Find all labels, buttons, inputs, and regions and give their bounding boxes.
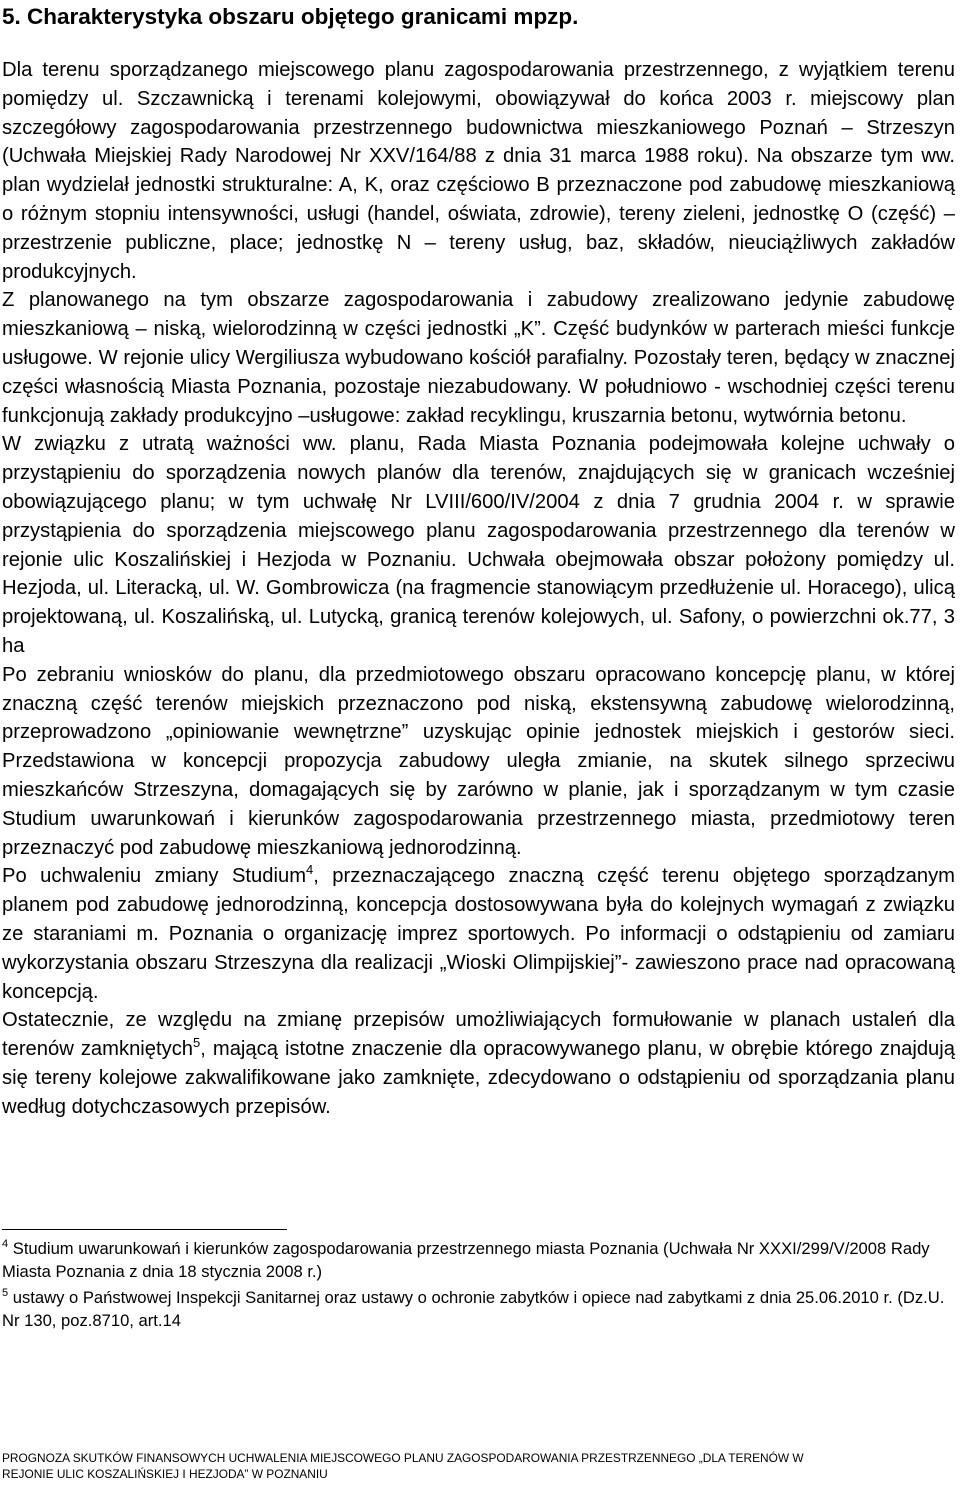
footnote-5 <box>2 1286 955 1333</box>
document-body <box>2 56 955 1121</box>
running-footer-line: REJONIE ULIC KOSZALIŃSKIEJ I HEZJODA” W POZNANIU <box>2 1466 328 1481</box>
footnotes <box>2 1237 955 1335</box>
running-footer-line: PROGNOZA SKUTKÓW FINANSOWYCH UCHWALENIA MIEJSCOWEGO PLANU ZAGOSPODAROWANIA PRZESTRZENNEGO „DLA TERENÓW W <box>2 1451 804 1465</box>
footnote-text: Studium uwarunkowań i kierunków zagospodarowania przestrzennego miasta Poznania (Uchwała Nr XXXI/299/V/2008 Rady Miasta Poznania z dnia 18 stycznia 2008 r.) <box>2 1239 930 1282</box>
paragraph-final-decision-text-start: Ostatecznie, ze względu na zmianę przepisów umożliwiających formułowanie w planach ustaleń dla terenów zamkniętych <box>2 1009 955 1061</box>
paragraph-realized-development: Z planowanego na tym obszarze zagospodarowania i zabudowy zrealizowano jedynie zabudowę mieszkaniową – niską, wielorodzinną w części jednostki „K”. Część budynków w parterach mieści funkcje usługowe. W rejonie ulicy Wergiliusza wybudowano kościół parafialny. Pozostały teren, będący w znacznej części własnością Miasta Poznania, pozostaje niezabudowany. W południowo - wschodniej części terenu funkcjonują zakłady produkcyjno –usługowe: zakład recyklingu, kruszarnia betonu, wytwórnia betonu. <box>2 289 955 427</box>
paragraph-final-decision <box>2 1006 955 1121</box>
footnote-text: ustawy o Państwowej Inspekcji Sanitarnej oraz ustawy o ochronie zabytków i opiece nad zabytkami z dnia 25.06.2010 r. (Dz.U. Nr 130, poz.8710, art.14 <box>2 1287 945 1331</box>
footnote-reference-4: 4 <box>306 862 314 878</box>
paragraph-study-change-text-start: Po uchwaleniu zmiany Studium <box>2 865 307 888</box>
footnote-marker: 5 <box>2 1286 9 1299</box>
paragraph-council-resolutions: W związku z utratą ważności ww. planu, Rada Miasta Poznania podejmowała kolejne uchwały o przystąpieniu do sporządzenia nowych planów dla terenów, znajdujących się w granicach wcześniej obowiązującego planu; w tym uchwałę Nr LVIII/600/IV/2004 z dnia 7 grudnia 2004 r. w sprawie przystąpienia do sporządzenia miejscowego planu zagospodarowania przestrzennego dla terenów w rejonie ulic Koszalińskiej i Hezjoda w Poznaniu. Uchwała obejmowała obszar położony pomiędzy ul. Hezjoda, ul. Literacką, ul. W. Gombrowicza (na fragmencie stanowiącym przedłużenie ul. Horacego), ulicą projektowaną, ul. Koszalińską, ul. Lutycką, granicą terenów kolejowych, ul. Safony, o powierzchni ok.77, 3 ha <box>2 433 955 657</box>
paragraph-previous-plan: Dla terenu sporządzanego miejscowego planu zagospodarowania przestrzennego, z wyjątkiem terenu pomiędzy ul. Szczawnicką i terenami kolejowymi, obowiązywał do końca 2003 r. miejscowy plan szczegółowy zagospodarowania przestrzennego budownictwa mieszkaniowego Poznań – Strzeszyn (Uchwała Miejskiej Rady Narodowej Nr XXV/164/88 z dnia 31 marca 1988 roku). Na obszarze tym ww. plan wydzielał jednostki strukturalne: A, K, oraz częściowo B przeznaczone pod zabudowę mieszkaniową o różnym stopniu intensywności, usługi (handel, oświata, zdrowie), tereny zieleni, jednostkę O (część) – przestrzenie publiczne, place; jednostkę N – tereny usług, baz, składów, nieuciążliwych zakładów produkcyjnych. <box>2 59 955 283</box>
paragraph-study-change-text-end: , przeznaczającego znaczną część terenu objętego sporządzanym planem pod zabudowę jednorodzinną, koncepcja dostosowywana była do kolejnych wymagań z związku ze staraniami m. Poznania o organizację imprez sportowych. Po informacji o odstąpieniu od zamiaru wykorzystania obszaru Strzeszyna dla realizacji „Wioski Olimpijskiej”- zawieszono prace nad opracowaną koncepcją. <box>2 865 955 1003</box>
paragraph-plan-concept: Po zebraniu wniosków do planu, dla przedmiotowego obszaru opracowano koncepcję planu, w której znaczną część terenów miejskich przeznaczono pod niską, ekstensywną zabudowę wielorodzinną, przeprowadzono „opiniowanie wewnętrzne” uzyskując opinie jednostek miejskich i gestorów sieci. Przedstawiona w koncepcji propozycja zabudowy uległa zmianie, na skutek silnego sprzeciwu mieszkańców Strzeszyna, domagających się by zarówno w planie, jak i sporządzanym w tym czasie Studium uwarunkowań i kierunków zagospodarowania przestrzennego miasta, przedmiotowy teren przeznaczyć pod zabudowę mieszkaniową jednorodzinną. <box>2 663 955 859</box>
footnote-marker: 4 <box>2 1238 9 1250</box>
running-footer <box>2 1451 955 1482</box>
footnote-4 <box>2 1237 955 1284</box>
footnote-divider <box>2 1229 287 1230</box>
paragraph-final-decision-text-end: , mającą istotne znaczenie dla opracowywanego planu, w obrębie którego znajdują się tereny kolejowe zakwalifikowane jako zamknięte, zdecydowano o odstąpieniu od sporządzania planu według dotychczasowych przepisów. <box>2 1038 955 1118</box>
section-heading: 5. Charakterystyka obszaru objętego granicami mpzp. <box>2 4 579 29</box>
paragraph-study-change <box>2 862 955 1006</box>
footnote-reference-5: 5 <box>193 1035 201 1051</box>
